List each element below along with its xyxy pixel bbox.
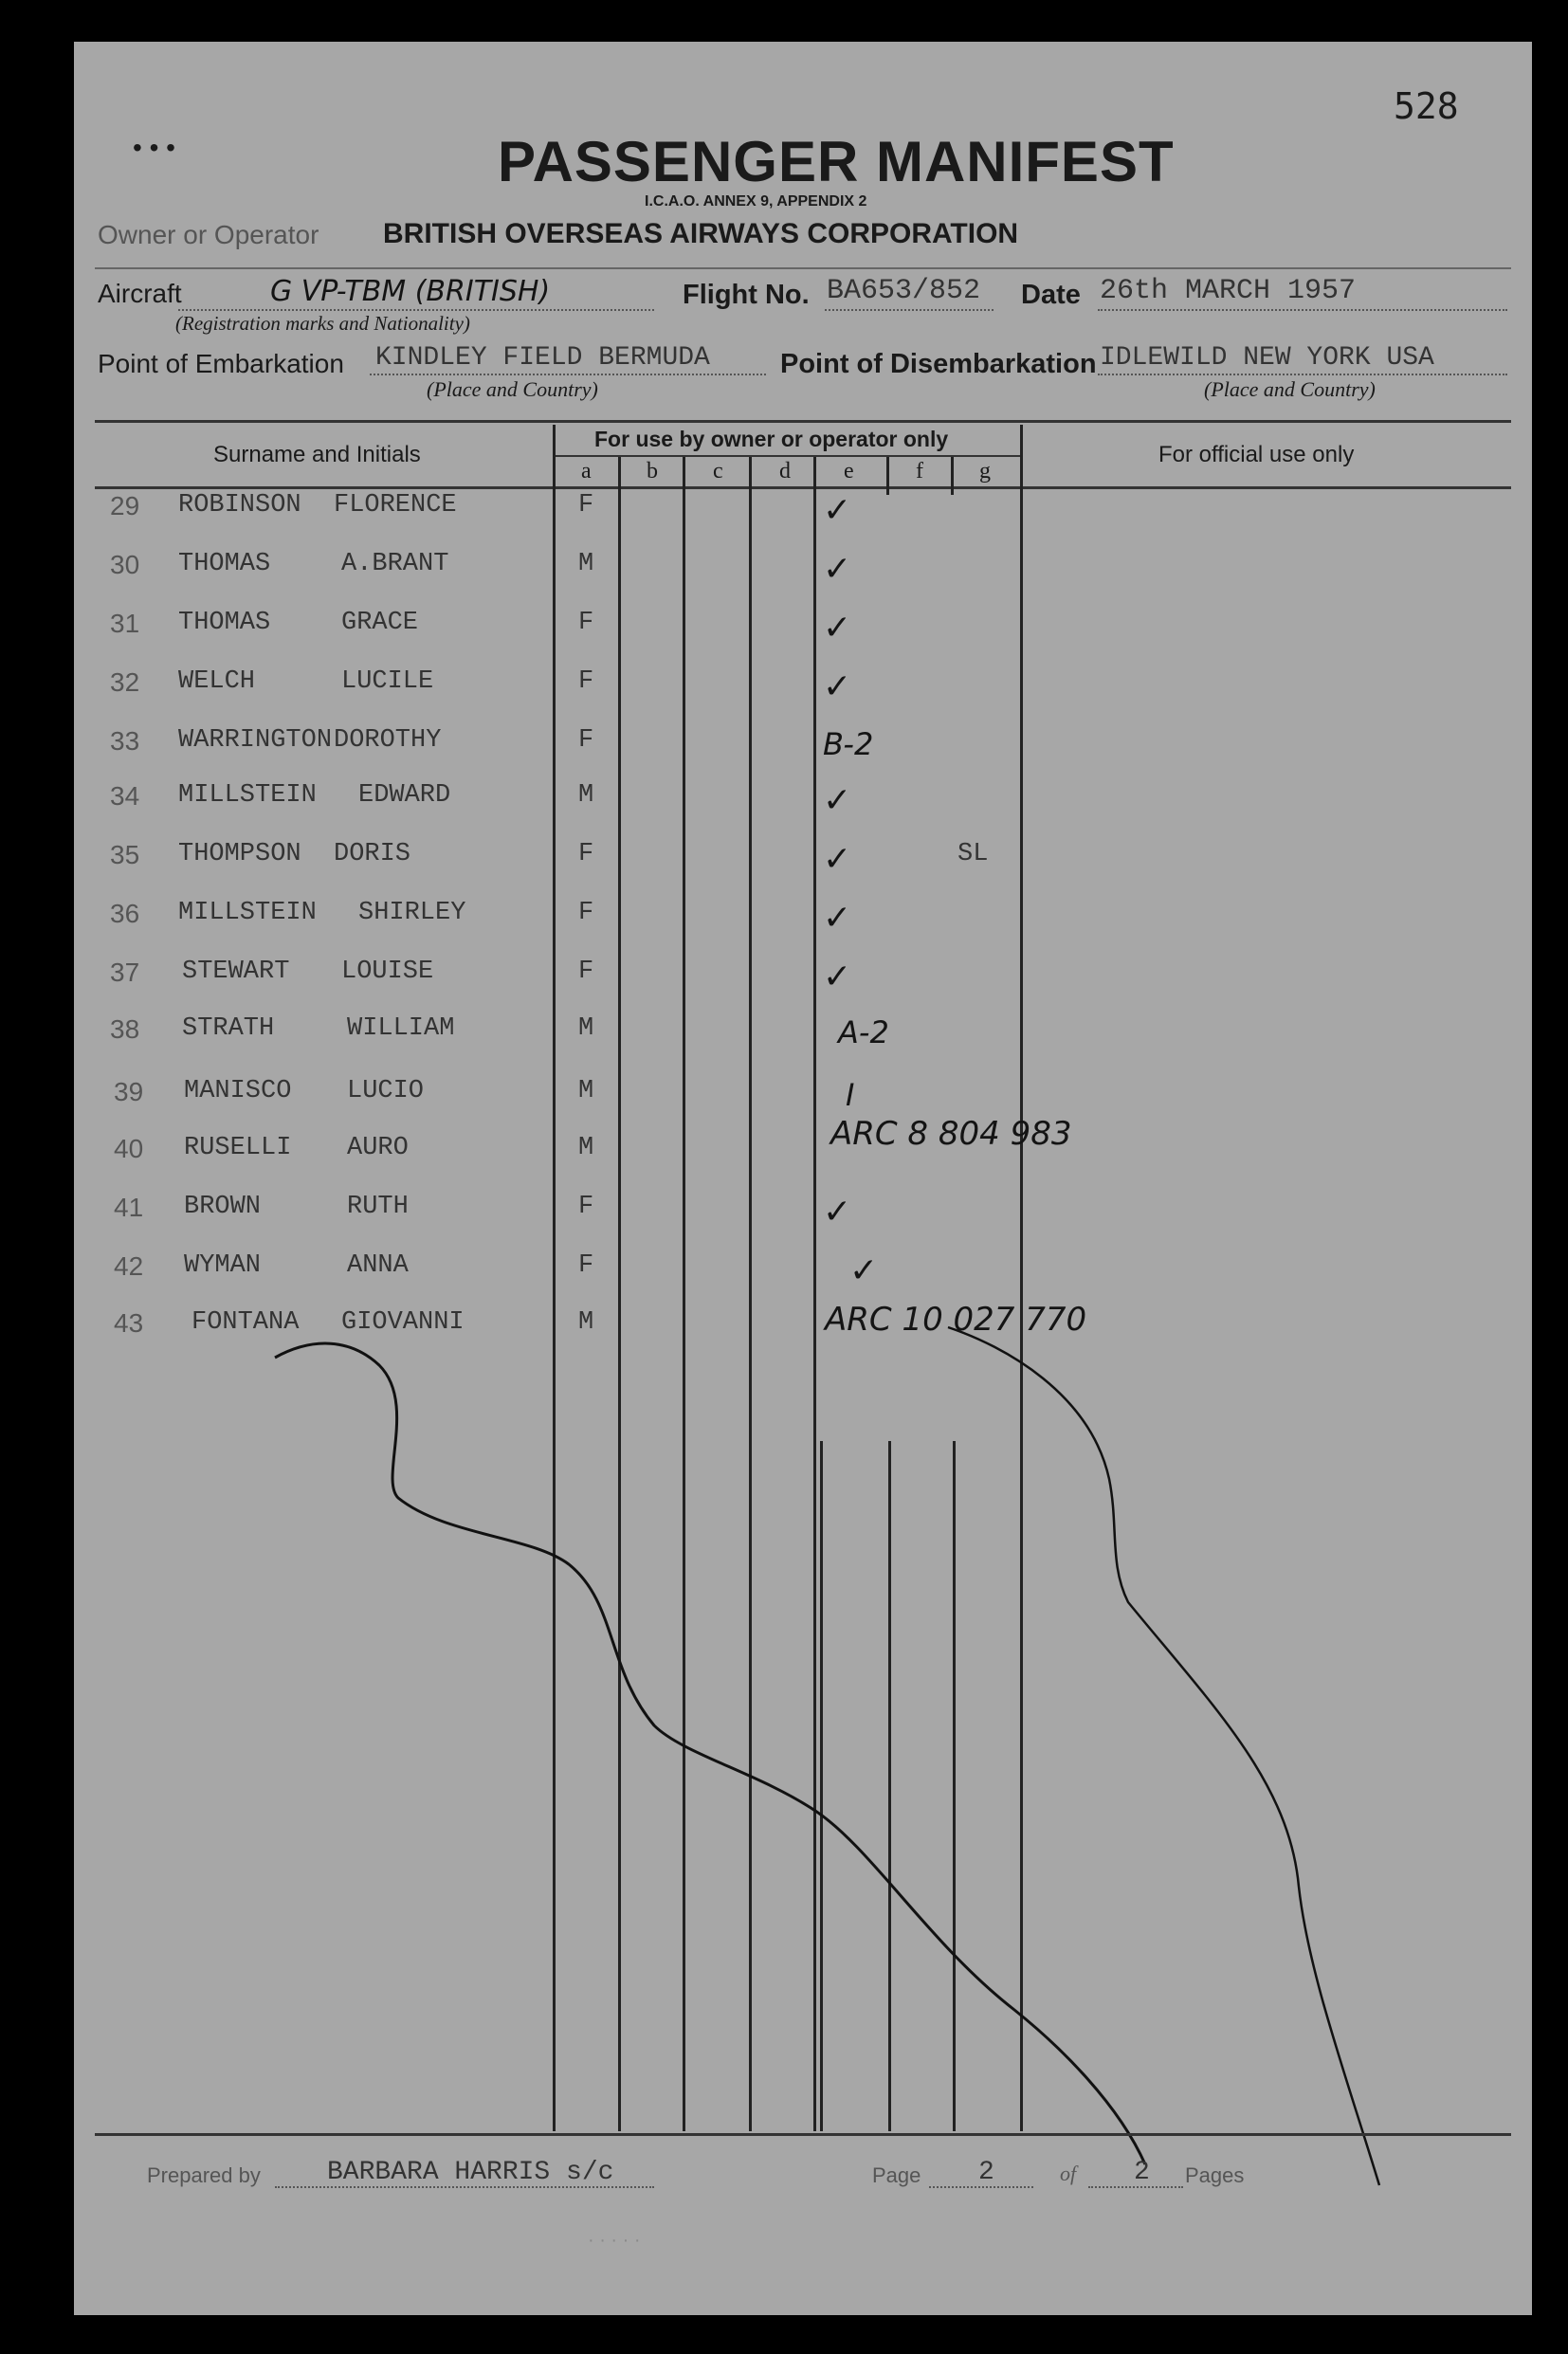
- official-header: For official use only: [1158, 442, 1355, 467]
- cancel-stroke-left: [275, 1343, 1145, 2164]
- footer-rule: [95, 2133, 1511, 2136]
- sex: F: [578, 491, 594, 520]
- faint-specks: · · · · ·: [588, 2230, 641, 2251]
- row-number: 37: [110, 958, 140, 987]
- prepared-underline: [275, 2186, 654, 2188]
- col-e-mark: ✓: [849, 1251, 879, 1290]
- sex: M: [578, 1134, 594, 1162]
- surname: WYMAN: [184, 1251, 262, 1280]
- given-name: LOUISE: [341, 958, 434, 986]
- aircraft-note: (Registration marks and Nationality): [175, 312, 470, 335]
- given-name: A.BRANT: [341, 550, 449, 578]
- sex: F: [578, 726, 594, 755]
- surname: RUSELLI: [184, 1134, 292, 1162]
- sex: M: [578, 781, 594, 810]
- date-value: 26th MARCH 1957: [1100, 275, 1357, 307]
- given-name: WILLIAM: [347, 1014, 455, 1043]
- surname: FONTANA: [191, 1308, 300, 1337]
- surname: MILLSTEIN: [178, 899, 317, 927]
- row-number: 38: [110, 1014, 140, 1044]
- row-number: 42: [114, 1251, 144, 1281]
- of-value: 2: [1134, 2158, 1150, 2187]
- surname: WARRINGTON: [178, 726, 333, 755]
- sex: F: [578, 1251, 594, 1280]
- surname: MANISCO: [184, 1077, 292, 1105]
- row-number: 40: [114, 1134, 144, 1163]
- disembarkation-label: Point of Disembarkation: [780, 349, 1097, 379]
- surname: THOMPSON: [178, 840, 301, 868]
- owner-header: For use by owner or operator only: [594, 427, 949, 451]
- row-number: 33: [110, 726, 140, 756]
- sex: M: [578, 1014, 594, 1043]
- row-number: 29: [110, 491, 140, 520]
- surname: MILLSTEIN: [178, 781, 317, 810]
- disembarkation-note: (Place and Country): [1204, 377, 1376, 401]
- sub-col-g: g: [979, 459, 991, 484]
- col-e-mark: ARC 8 804 983: [830, 1115, 1072, 1153]
- sub-col-d: d: [779, 459, 791, 484]
- row-number: 31: [110, 609, 140, 638]
- sex: M: [578, 1077, 594, 1105]
- sex: F: [578, 899, 594, 927]
- row-number: 41: [114, 1193, 144, 1222]
- sex: F: [578, 1193, 594, 1221]
- col-e-mark: I: [846, 1077, 855, 1113]
- page-subtitle: I.C.A.O. ANNEX 9, APPENDIX 2: [645, 193, 867, 210]
- embarkation-value: KINDLEY FIELD BERMUDA: [375, 343, 710, 373]
- owner-value: BRITISH OVERSEAS AIRWAYS CORPORATION: [383, 218, 1019, 249]
- given-name: SHIRLEY: [358, 899, 466, 927]
- col-e-mark: ✓: [823, 609, 852, 648]
- sub-col-b: b: [647, 459, 658, 484]
- sex: F: [578, 840, 594, 868]
- date-label: Date: [1021, 280, 1081, 310]
- aircraft-value: G VP-TBM (BRITISH): [270, 275, 551, 308]
- col-e-mark: ✓: [823, 958, 852, 996]
- page-number: 528: [1394, 85, 1459, 127]
- pages-label: Pages: [1185, 2163, 1245, 2187]
- col-e-mark: ✓: [823, 899, 852, 938]
- given-name: ANNA: [347, 1251, 409, 1280]
- col-e-mark: ✓: [823, 1193, 852, 1232]
- col-e-mark: ✓: [823, 491, 852, 530]
- surname: WELCH: [178, 667, 256, 696]
- owner-label: Owner or Operator: [98, 220, 319, 249]
- col-e-mark: ARC 10 027 770: [825, 1301, 1087, 1339]
- given-name: LUCIO: [347, 1077, 425, 1105]
- row-number: 34: [110, 781, 140, 811]
- sub-col-c: c: [713, 459, 723, 484]
- embarkation-label: Point of Embarkation: [98, 349, 344, 378]
- flight-label: Flight No.: [683, 280, 810, 310]
- surname: STRATH: [182, 1014, 275, 1043]
- sub-col-a: a: [581, 459, 592, 484]
- surname: STEWART: [182, 958, 290, 986]
- given-name: LUCILE: [341, 667, 434, 696]
- col-e-mark: ✓: [823, 550, 852, 589]
- prepared-value: BARBARA HARRIS s/c: [327, 2158, 614, 2187]
- col-e-mark: ✓: [823, 781, 852, 820]
- given-name: GIOVANNI: [341, 1308, 465, 1337]
- col-e-mark: ✓: [823, 667, 852, 706]
- col-e-mark: ✓: [823, 840, 852, 879]
- page-label: Page: [872, 2163, 921, 2187]
- disembarkation-value: IDLEWILD NEW YORK USA: [1100, 343, 1434, 373]
- surname: THOMAS: [178, 609, 271, 637]
- sex: M: [578, 1308, 594, 1337]
- given-name: EDWARD: [358, 781, 451, 810]
- prepared-label: Prepared by: [147, 2163, 261, 2187]
- row-number: 35: [110, 840, 140, 869]
- sex: F: [578, 609, 594, 637]
- embarkation-note: (Place and Country): [427, 377, 598, 401]
- col-e-mark: B-2: [823, 726, 874, 762]
- surname: ROBINSON: [178, 491, 301, 520]
- page-value: 2: [978, 2158, 994, 2187]
- ink-specks: • • •: [133, 133, 175, 162]
- row-number: 30: [110, 550, 140, 579]
- col-e-mark: A-2: [838, 1014, 889, 1050]
- of-label: of: [1060, 2162, 1077, 2185]
- page-title: PASSENGER MANIFEST: [498, 130, 1175, 193]
- flight-value: BA653/852: [827, 275, 981, 307]
- sex: F: [578, 667, 594, 696]
- row-number: 39: [114, 1077, 144, 1106]
- row-number: 32: [110, 667, 140, 697]
- row-number: 36: [110, 899, 140, 928]
- given-name: DOROTHY: [334, 726, 442, 755]
- sex: M: [578, 550, 594, 578]
- given-name: AURO: [347, 1134, 409, 1162]
- surname: BROWN: [184, 1193, 262, 1221]
- col-name-header: Surname and Initials: [213, 442, 421, 467]
- given-name: FLORENCE: [334, 491, 457, 520]
- given-name: DORIS: [334, 840, 411, 868]
- surname: THOMAS: [178, 550, 271, 578]
- cancel-stroke-right: [948, 1327, 1379, 2185]
- of-underline: [1088, 2186, 1183, 2188]
- given-name: GRACE: [341, 609, 419, 637]
- row-number: 43: [114, 1308, 144, 1338]
- sub-col-e: e: [844, 459, 854, 484]
- sub-col-f: f: [916, 459, 923, 484]
- aircraft-label: Aircraft: [98, 279, 182, 308]
- col-g-mark: SL: [957, 840, 989, 868]
- sex: F: [578, 958, 594, 986]
- page-underline: [929, 2186, 1033, 2188]
- given-name: RUTH: [347, 1193, 409, 1221]
